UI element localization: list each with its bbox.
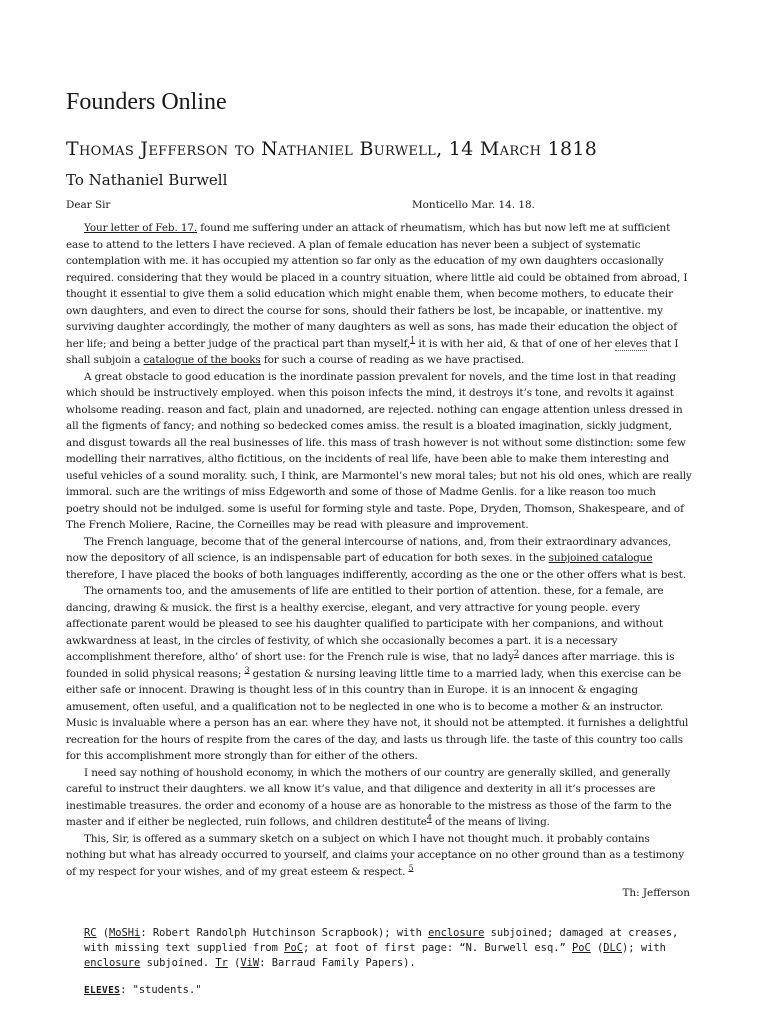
moshi-link[interactable]: MoSHi — [109, 927, 141, 939]
footnote-4-link[interactable]: 4 — [426, 813, 432, 823]
paragraph-6: This, Sir, is offered as a summary sketch on a subject on which I have not thought much. it probably contains nothing but what has already occurred to yourself, and claims your acceptance on no other ground than as a testimony of my respect for your wishes, and of my great esteem & respect. $^5$ — [66, 832, 684, 878]
glossary-term[interactable]: ELEVES — [84, 985, 121, 996]
paragraph-4: The ornaments too, and the amusements of life are entitled to their portion of attention. these, for a female, are dancing, drawing & musick. the first is a healthy exercise, elegant, and very attractive for young people. every affectionate parent would be pleased to see his daughter qualified to participate with her companions, and without awkwardness at least, in the circles of festivity, of which she occasionally becomes a part. it is a necessary accomplishment therefore, altho’ of short use: for the French rule is wise, that no lady$^2$ dances after marriage. this is founded in solid physical reasons; $^3$ gestation & nursing leaving little time to a married lady, when this exercise can be either safe or innocent. Drawing is thought less of in this country than in Europe. it is an innocent & engaging amusement, often useful, and a qualification not to be neglected in one who is to become a mother & an instructor. Music is invaluable where a person has an ear. where they have not, it should not be attempted. it furnishes a delightful recreation for the hours of respite from the cares of the day, and lasts us through life. the taste of this country too calls for this accomplishment more strongly than for either of the others. — [66, 585, 689, 762]
viw-link[interactable]: ViW — [240, 957, 260, 969]
catalogue-link[interactable]: catalogue of the books — [143, 354, 261, 366]
footnote-5-link[interactable]: 5 — [408, 863, 414, 873]
glossary-term-eleves[interactable]: eleves — [614, 337, 648, 350]
glossary-definition: : "students." — [120, 984, 202, 996]
footnote-1-link[interactable]: 1 — [410, 335, 416, 345]
poc-link[interactable]: PoC — [571, 942, 591, 954]
document-title: Thomas Jefferson to Nathaniel Burwell, 14 March 1818 — [66, 138, 598, 160]
paragraph-5: I need say nothing of houshold economy, in which the mothers of our country are generally skilled, and generally careful to instruct their daughters. we all know it’s value, and that diligence and dexterity in all it’s processes are inestimable treasures. the order and economy of a house are as honorable to the mistress as those of the farm to the master and if either be neglected, ruin follows, and children destitute$^4$ of the means of living. — [66, 766, 672, 828]
source-note: RC (MoSHi: Robert Randolph Hutchinson Scrapbook); with enclosure subjoined; damaged at creases, with missing text supplied from PoC; at foot of first page: “N. Burwell esq.” PoC (DLC); with enclosure subjoined. Tr (ViW: Barraud Family Papers). — [84, 927, 679, 969]
letter-reference-link[interactable]: Your letter of Feb. 17. — [84, 222, 198, 234]
enclosure-link[interactable]: enclosure — [428, 927, 485, 939]
paragraph-2: A great obstacle to good education is the inordinate passion prevalent for novels, and the time lost in that reading which should be instructively employed. when this poison infects the mind, it destroys it’s tone, and revolts it against wholsome reading. reason and fact, plain and unadorned, are rejected. nothing can engage attention unless dressed in all the figments of fancy; and nothing so bedecked comes amiss. the result is a bloated imagination, sickly judgment, and disgust towards all the real businesses of life. this mass of trash however is not without some distinction: some few modelling their narratives, altho fictitious, on the incidents of real life, have been able to make them interesting and useful vehicles of a sound morality. such, I think, are Marmontel’s new moral tales; but not his old ones, which are really immoral. such are the writings of miss Edgeworth and some of those of Madme Genlis. for a like reason too much poetry should not be indulged. some is useful for forming style and taste. Pope, Dryden, Thomson, Shakespeare, and of The French Moliere, Racine, the Corneilles may be read with pleasure and improvement. — [66, 370, 692, 531]
tr-link[interactable]: Tr — [215, 957, 228, 969]
dlc-link[interactable]: DLC — [603, 942, 623, 954]
glossary-entry — [66, 983, 692, 998]
document-page — [66, 86, 692, 998]
salutation: Dear Sir — [66, 199, 111, 211]
subjoined-catalogue-link[interactable]: subjoined catalogue — [548, 552, 653, 564]
dateline: Monticello Mar. 14. 18. — [412, 199, 535, 211]
paragraph-1: Your letter of Feb. 17. found me suffering under an attack of rheumatism, which has but now left me at sufficient ease to attend to the letters I have recieved. A plan of female education has never been a subject of systematic contemplation with me. it has occupied my attention so far only as the education of my own daughters occasionally required. considering that they would be placed in a country situation, where little aid could be obtained from abroad, I thought it essential to give them a solid education which might enable them, when become mothers, to educate their own daughters, and even to direct the course for sons, should their fathers be lost, be incapable, or inattentive. my surviving daughter accordingly, the mother of many daughters as well as sons, has made their education the object of her life; and being a better judge of the practical part than myself,$^1$ it is with her aid, & that of one of her eleves that I shall subjoin a catalogue of the books for such a course of reading as we have practised. — [66, 222, 688, 366]
enclosure-link[interactable]: enclosure — [84, 957, 141, 969]
recipient-heading: To Nathaniel Burwell — [66, 171, 228, 189]
poc-link[interactable]: PoC — [284, 942, 303, 954]
salutation-row — [66, 198, 692, 214]
letter-body — [66, 220, 692, 880]
site-title[interactable]: Founders Online — [66, 89, 227, 115]
footnote-3-link[interactable]: 3 — [244, 665, 250, 675]
footnote-2-link[interactable]: 2 — [514, 648, 519, 658]
paragraph-3: The French language, become that of the general intercourse of nations, and, from their extraordinary advances, now the depository of all science, is an indispensable part of education for both sexes. in the subjoined catalogue therefore, I have placed the books of both languages indifferently, according as the one or the other offers what is best. — [66, 535, 686, 581]
rc-link[interactable]: RC — [84, 927, 97, 939]
signature: Th: Jefferson — [622, 887, 690, 899]
